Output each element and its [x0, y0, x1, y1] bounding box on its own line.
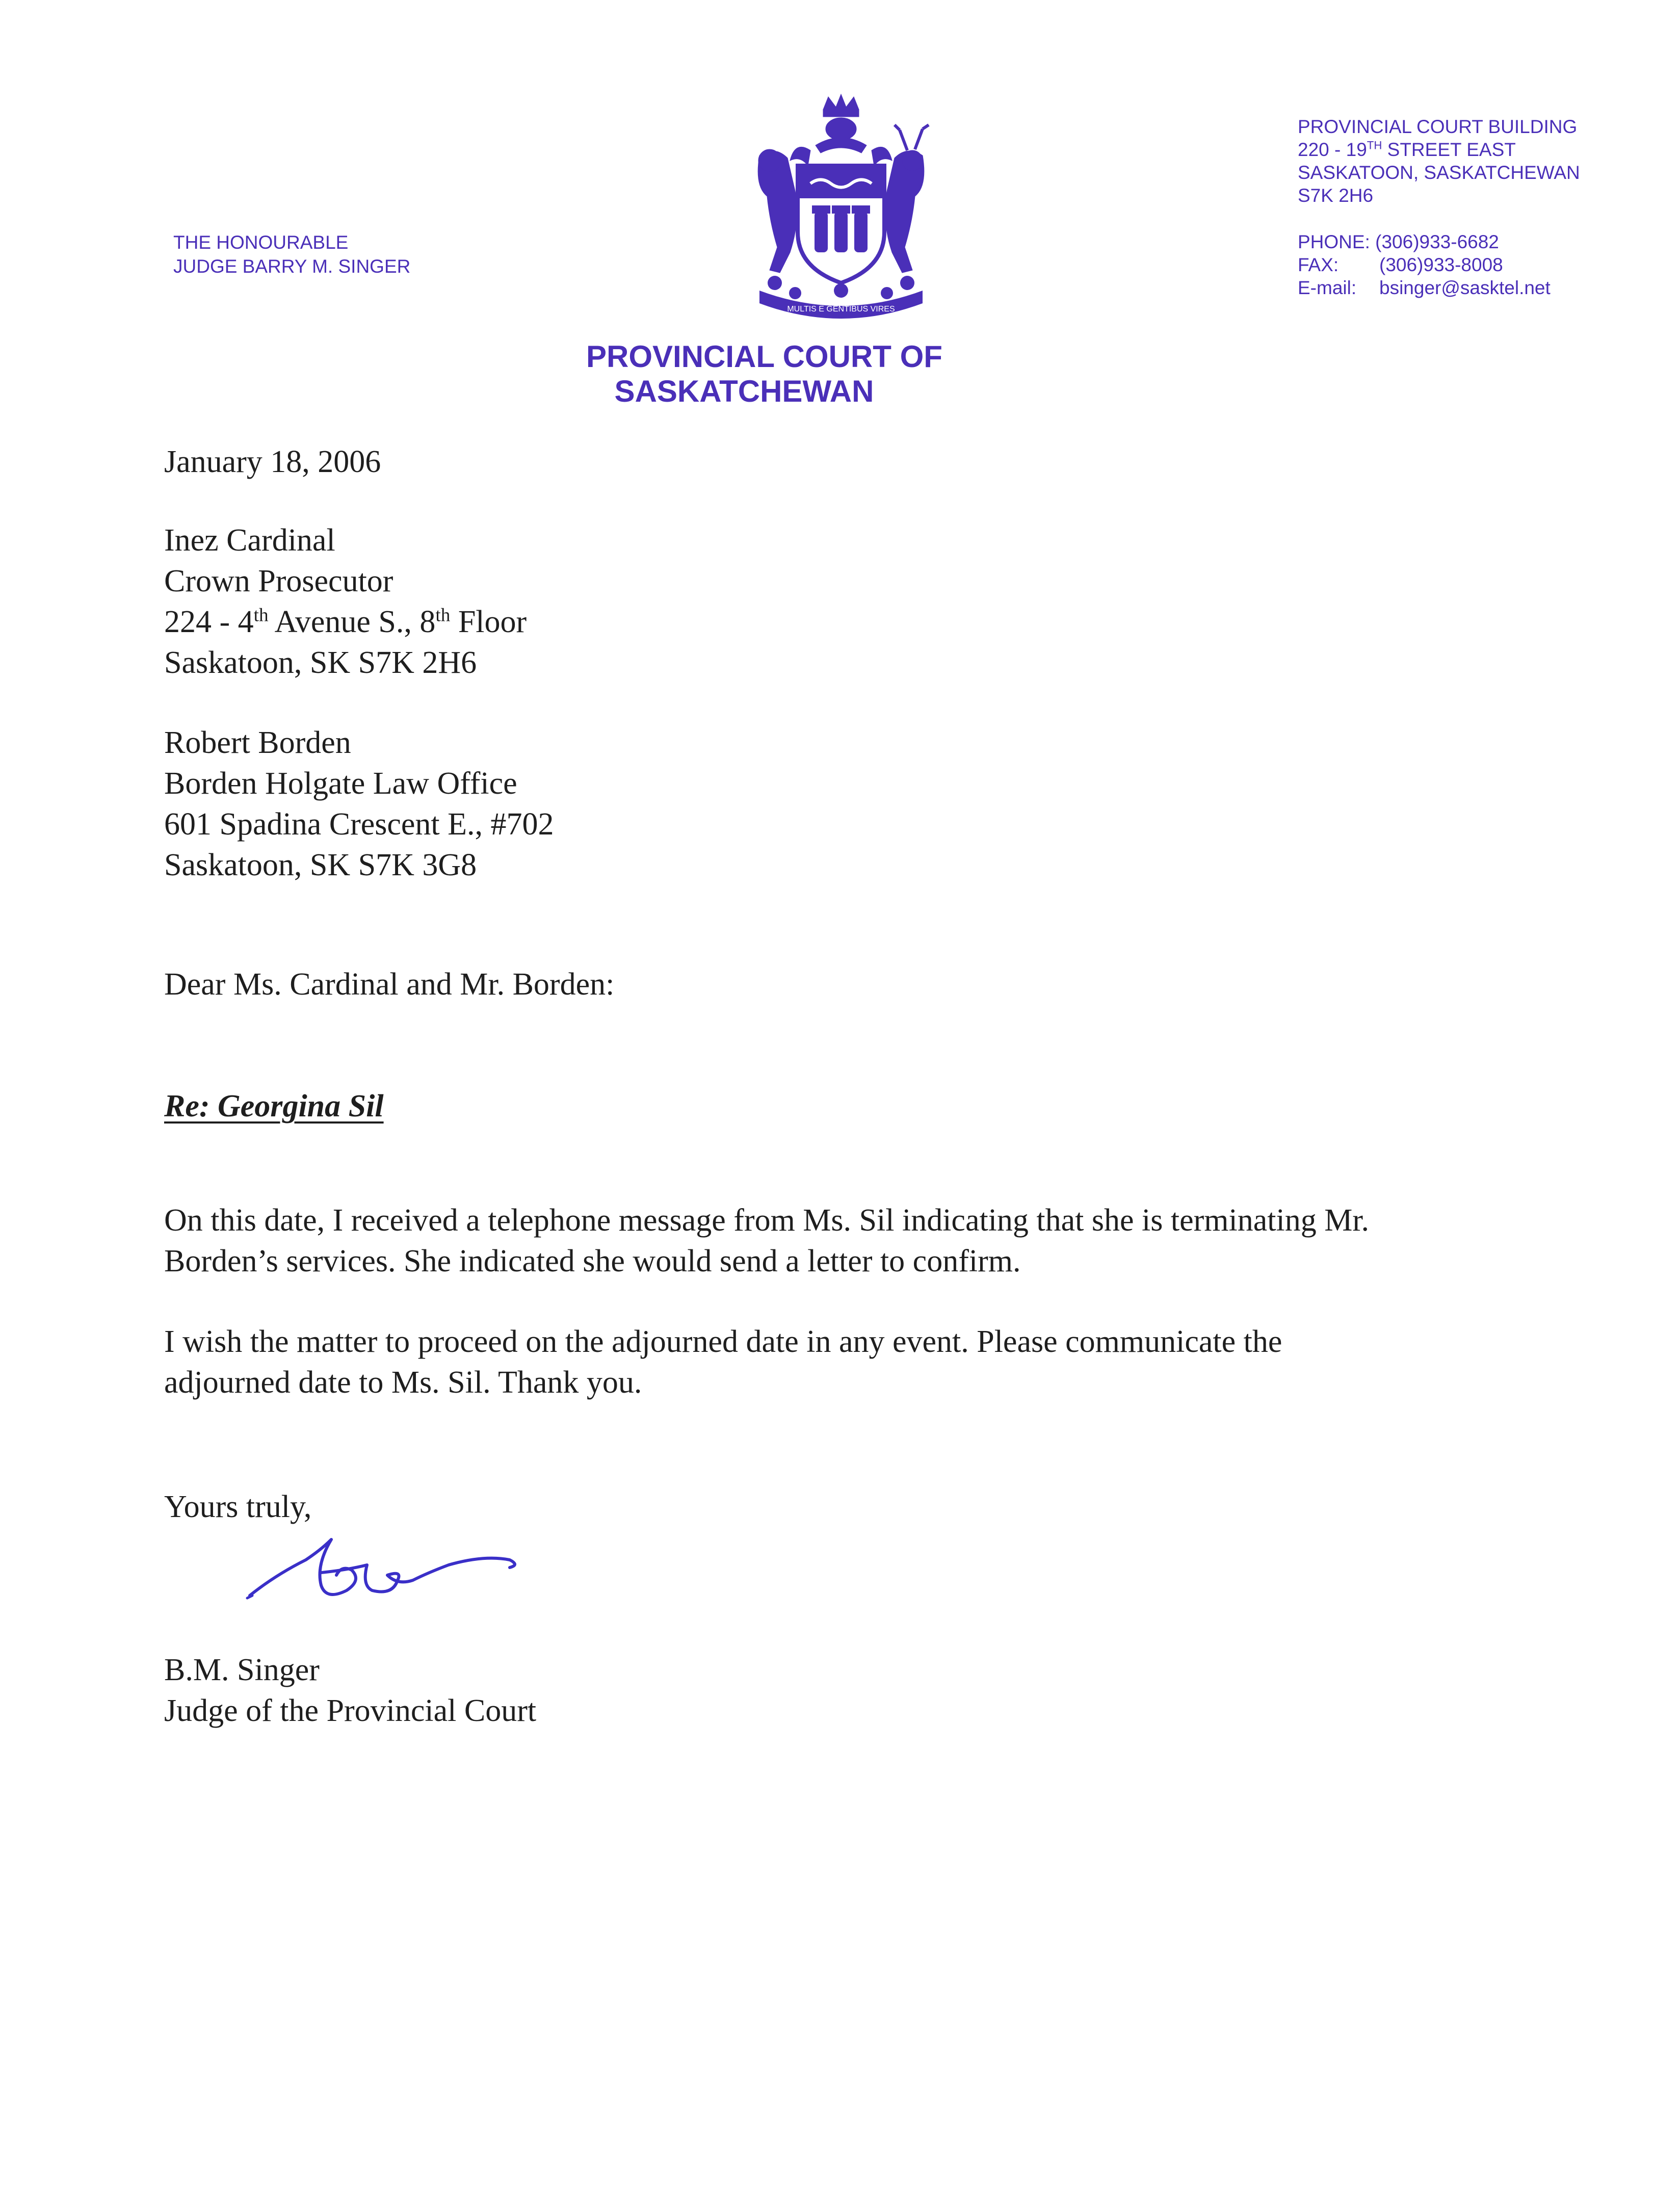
court-name — [586, 339, 942, 409]
recipient-2-address: 601 Spadina Crescent E., #702 — [164, 807, 554, 842]
paragraph-1-line-2: Borden’s services. She indicated she would send a letter to confirm. — [164, 1244, 1021, 1278]
recipient-1-title: Crown Prosecutor — [164, 564, 393, 598]
closing: Yours truly, — [164, 1490, 312, 1524]
signer-block — [164, 1650, 536, 1731]
court-building: PROVINCIAL COURT BUILDING — [1298, 116, 1578, 137]
email-address: bsinger@sasktel.net — [1379, 277, 1551, 298]
court-postal: S7K 2H6 — [1298, 185, 1374, 206]
judge-name: JUDGE BARRY M. SINGER — [173, 256, 411, 277]
recipient-1-name: Inez Cardinal — [164, 523, 335, 558]
recipient-1-address-part: Floor — [450, 605, 527, 639]
handwritten-signature-icon — [245, 1519, 520, 1621]
recipient-1-city: Saskatoon, SK S7K 2H6 — [164, 645, 477, 680]
re-line: Re: Georgina Sil — [164, 1089, 384, 1124]
recipient-1-block — [164, 520, 527, 683]
letter-date: January 18, 2006 — [164, 445, 381, 479]
crest-motto: MULTIS E GENTIBUS VIRES — [787, 305, 895, 314]
judge-name-block — [173, 230, 410, 278]
court-contact-block — [1298, 230, 1551, 299]
recipient-2-city: Saskatoon, SK S7K 3G8 — [164, 848, 477, 882]
recipient-2-block — [164, 722, 554, 885]
fax-line — [1298, 253, 1551, 276]
phone-number: (306)933-6682 — [1375, 231, 1499, 252]
email-line — [1298, 276, 1551, 299]
fax-label: FAX: — [1298, 254, 1339, 275]
paragraph-1 — [164, 1200, 1369, 1282]
saskatchewan-coat-of-arms-icon — [739, 89, 943, 329]
street-suffix: TH — [1367, 139, 1382, 152]
street-number: 220 - 19 — [1298, 139, 1367, 160]
street-name: STREET EAST — [1382, 139, 1516, 160]
court-name-line-2: SASKATCHEWAN — [614, 374, 874, 408]
recipient-1-address — [164, 602, 527, 642]
court-address-block — [1298, 115, 1580, 207]
court-street — [1298, 138, 1580, 161]
court-name-line-1: PROVINCIAL COURT OF — [586, 339, 942, 374]
signer-name: B.M. Singer — [164, 1653, 320, 1687]
paragraph-1-line-1: On this date, I received a telephone message from Ms. Sil indicating that she is terminating Mr. — [164, 1203, 1370, 1238]
recipient-2-name: Robert Borden — [164, 725, 351, 760]
recipient-1-address-sup: th — [253, 605, 269, 626]
paragraph-2-line-1: I wish the matter to proceed on the adjourned date in any event. Please communicate the — [164, 1324, 1282, 1359]
paragraph-2-line-2: adjourned date to Ms. Sil. Thank you. — [164, 1365, 642, 1400]
email-label: E-mail: — [1298, 277, 1357, 298]
recipient-1-address-part: 224 - 4 — [164, 605, 254, 639]
judge-honorific: THE HONOURABLE — [173, 232, 349, 253]
salutation: Dear Ms. Cardinal and Mr. Borden: — [164, 967, 615, 1002]
recipient-1-address-part: Avenue S., 8 — [268, 605, 436, 639]
court-city: SASKATOON, SASKATCHEWAN — [1298, 162, 1580, 183]
phone-line — [1298, 230, 1551, 253]
recipient-1-address-sup: th — [435, 605, 451, 626]
recipient-2-title: Borden Holgate Law Office — [164, 766, 517, 801]
paragraph-2 — [164, 1321, 1282, 1403]
signer-title: Judge of the Provincial Court — [164, 1693, 537, 1728]
phone-label: PHONE: — [1298, 231, 1370, 252]
fax-number: (306)933-8008 — [1379, 254, 1503, 275]
